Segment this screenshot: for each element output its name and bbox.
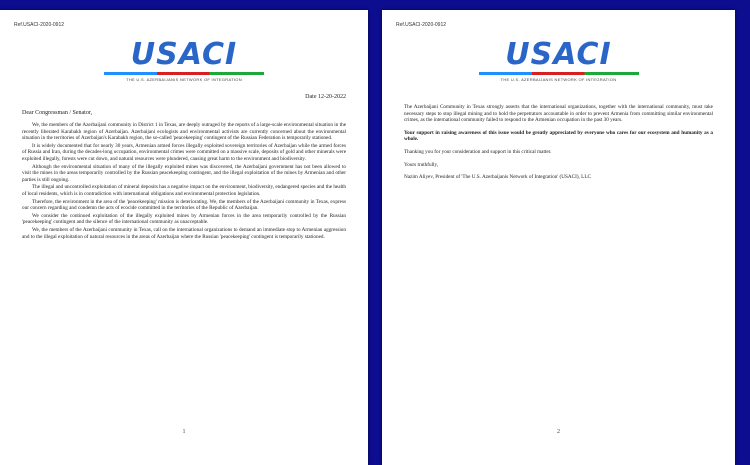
logo-text: USACI [130,37,238,72]
paragraph: It is widely documented that for nearly 30 years, Armenian armed forces illegally exploited sovereign territories of Azerbaijan while the armed forces of Russia and Iran, during the decades-long occupation, environmental crimes were committed on a massive scale, deposits of gold and other minerals were exploited illegally, forests were cut down, and natural resources were plundered, causing great harm to the environment and biodiversity. [22,142,346,162]
paragraph: The illegal and uncontrolled exploitation of mineral deposits has a negative impact on the environment, biodiversity, endangered species and the health of local residents, which is in contradiction with international obligations and environmental protection legislation. [22,184,346,197]
thanks-line: Thanking you for your consideration and support in this critical matter. [404,148,552,155]
paragraph: The Azerbaijani Community in Texas strongly asserts that the international organizations, together with the international community, must take necessary steps to stop illegal mining and to hold the perpetrators accountable in order to prevent Armenia from committing similar environmental crimes, as the international community failed to respond to the Armenian occupation in the past 30 years. [404,104,713,124]
usaci-logo [479,37,639,82]
signature: Nazim Aliyev, President of 'The U.S. Azerbaijanis Network of Integration' (USACI), LLC [404,174,591,181]
page-number: 2 [557,429,560,435]
closing: Yours truthfully, [404,161,439,168]
paragraph: We, the members of the Azerbaijani community in Texas, call on the international organizations to demand an immediate stop to Armenian aggression and to the illegal exploitation of natural resources in the areas of Azerbaijan where the Russian 'peacekeeping' contingent is temporarily stationed. [22,226,346,240]
logo-flag-stripe [104,72,264,75]
bold-note: Your support in raising awareness of this issue would be greatly appreciated by everyone who cares for our ecosystem and humanity as a whole. [404,129,713,143]
logo-flag-stripe [479,72,639,75]
logo-subtitle: THE U.S. AZERBAIJANIS NETWORK OF INTEGRATION [500,77,617,82]
letter-body [22,122,346,241]
letter-body [404,104,713,187]
paragraph: Therefore, the environment in the area of the 'peacekeeping' mission is deteriorating. We, the members of the Azerbaijani community in Texas, express our concern regarding and condemn the acts of ecocide committed in the territories of the Republic of Azerbaijan. [22,198,346,212]
paragraph: We consider the continued exploitation of the illegally exploited mines by Armenian forces in the area temporarily controlled by the Russian 'peacekeeping' contingent and the silence of the international community as unacceptable. [22,212,346,226]
paragraph: Although the environmental situation of many of the illegally exploited mines was discovered, the Azerbaijani government has not been allowed to visit the mines in the areas temporarily controlled by the Russian peacekeeping contingent, and the illegal exploitation of the mines by Armenian and other parties is still ongoing. [22,163,346,183]
page-number: 1 [182,429,186,435]
header-reference: Ref.USACI-2020-0912 [14,22,65,28]
logo-subtitle: THE U.S. AZERBAIJANIS NETWORK OF INTEGRATION [126,77,242,82]
usaci-logo [104,37,264,82]
salutation: Dear Congressman / Senator, [22,110,93,116]
paragraph: We, the members of the Azerbaijani community in District 1 in Texas, are deeply outraged by the reports of a large-scale environmental situation in the recently liberated Karabakh region of Azerbaijan. Azerbaijani ecologists and environmental activists are currently concerned about the environmental situation in the territories of Azerbaijan's Karabakh region, the so-called 'peacekeeping' contingent of the Russian Federation is temporarily stationed. [22,122,346,142]
letter-date: Date 12-20-2022 [305,94,346,100]
header-reference: Ref.USACI-2020-0912 [396,22,447,28]
logo-text: USACI [505,37,612,72]
document-page-2 [382,10,735,465]
document-page-1 [0,10,368,465]
